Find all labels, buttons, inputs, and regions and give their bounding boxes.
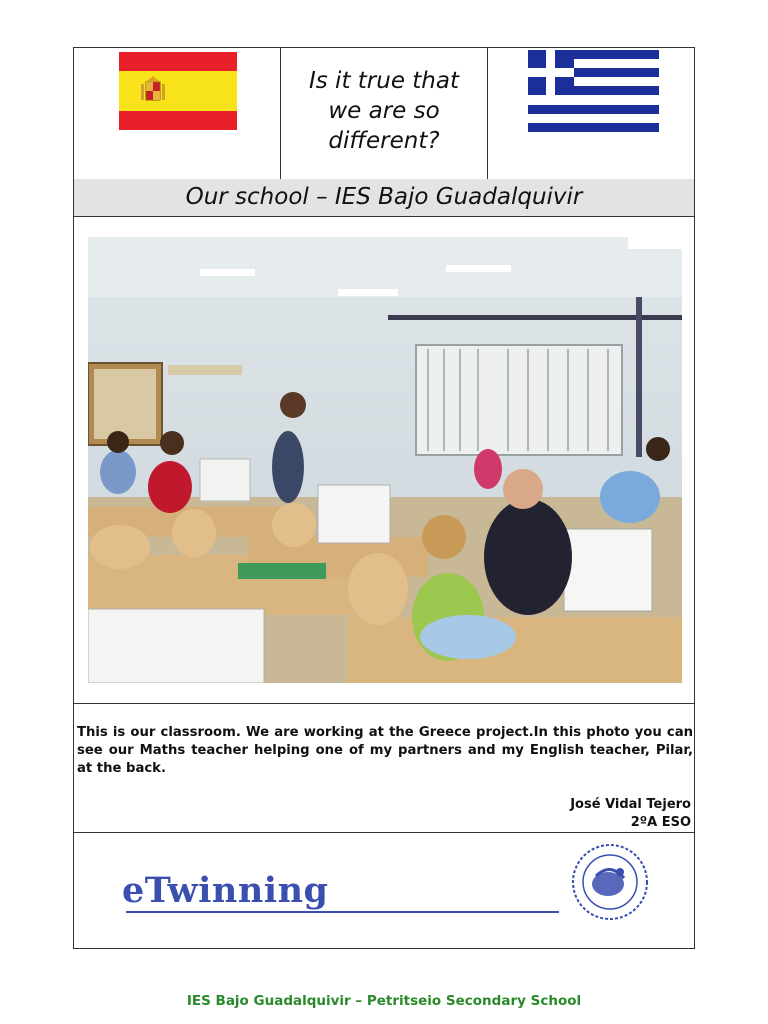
- title-line-2: we are so: [328, 98, 440, 124]
- page-title: [281, 66, 487, 156]
- caption-text: This is our classroom. We are working at the Greece project.In this photo you can see our Maths teacher helping one of my partners and my English teacher, Pilar, at the back.: [77, 725, 693, 776]
- document-frame: [73, 47, 695, 949]
- author-class: 2ºA ESO: [630, 815, 691, 830]
- spain-flag-cell: [74, 48, 281, 179]
- author-block: [570, 796, 691, 832]
- caption-box: [74, 703, 694, 833]
- classroom-photo: [88, 237, 682, 683]
- header-row: [74, 48, 694, 180]
- title-line-3: different?: [328, 128, 440, 154]
- footer-text: IES Bajo Guadalquivir – Petritseio Secondary School: [186, 993, 582, 1009]
- school-title: Our school – IES Bajo Guadalquivir: [74, 179, 694, 217]
- etwinning-seal-icon: [570, 842, 650, 922]
- greece-flag-icon: [528, 50, 659, 132]
- etwinning-logo: eTwinning: [122, 870, 329, 911]
- author-name: José Vidal Tejero: [570, 797, 691, 812]
- logo-underline: [126, 911, 559, 913]
- greece-flag-cell: [488, 48, 694, 179]
- spain-flag-icon: [119, 52, 237, 130]
- title-line-1: Is it true that: [308, 68, 460, 94]
- title-cell: [281, 48, 488, 179]
